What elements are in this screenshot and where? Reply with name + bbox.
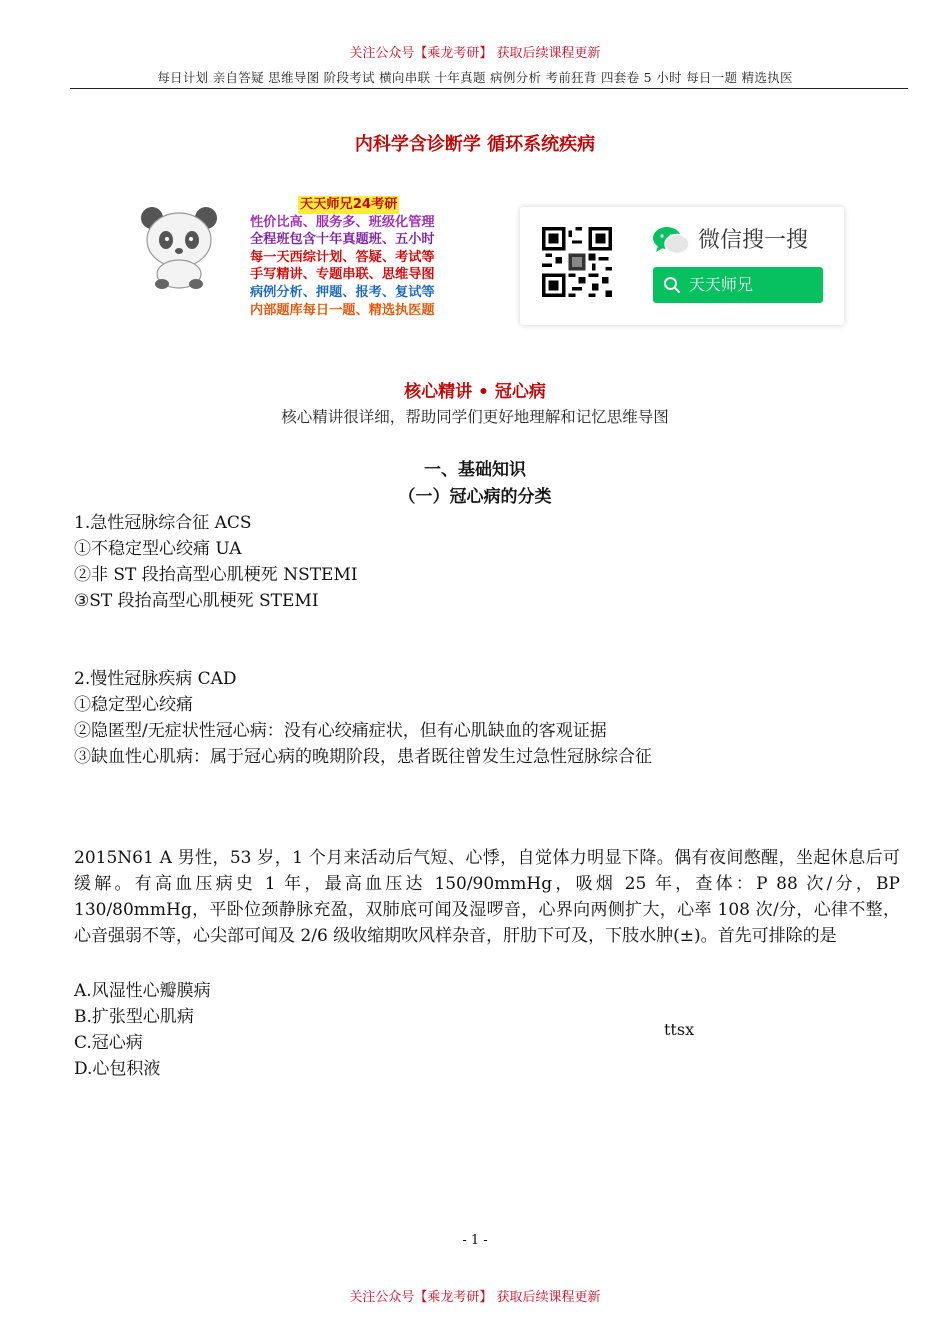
wechat-logo-icon	[652, 225, 690, 257]
wechat-search-title: 微信搜一搜	[698, 228, 809, 253]
question-stem: 2015N61 A 男性，53 岁，1 个月来活动后气短、心悸，自觉体力明显下降。偶有夜间憋醒，坐起休息后可缓解。有高血压病史 1 年，最高血压达 150/90mmHg，吸烟 25 年，查体：P 88 次/分，BP 130/80mmHg，平卧位颈静脉充盈，双肺底可闻及湿啰音，心界向两侧扩大，心率 108 次/分，心律不整，心音强弱不等，心尖部可闻及 2/6 级收缩期吹风样杂音，肝肋下可及，下肢水肿(±)。首先可排除的是	[74, 848, 900, 946]
promo-headline: 天天师兄24考研	[300, 197, 398, 212]
promo-line: 病例分析、押题、报考、复试等	[250, 284, 435, 300]
list-item: ③缺血性心肌病：属于冠心病的晚期阶段，患者既往曾发生过急性冠脉综合征	[74, 747, 652, 767]
list-item: ②隐匿型/无症状性冠心病：没有心绞痛症状，但有心肌缺血的客观证据	[74, 721, 607, 741]
list-title-acs: 1.急性冠脉综合征 ACS	[74, 513, 252, 533]
list-item: ①稳定型心绞痛	[74, 695, 193, 715]
section-subheading: 核心精讲很详细，帮助同学们更好地理解和记忆思维导图	[281, 408, 669, 426]
page-number: - 1 -	[462, 1233, 488, 1248]
page-title: 内科学含诊断学 循环系统疾病	[354, 134, 596, 155]
promo-line: 内部题库每日一题、精选执医题	[250, 302, 435, 318]
search-icon	[663, 276, 681, 294]
header-divider	[70, 88, 908, 89]
wechat-search-button-label: 天天师兄	[689, 275, 754, 294]
list-item: ①不稳定型心绞痛 UA	[74, 539, 242, 559]
qr-code-image	[542, 227, 612, 297]
promo-line: 性价比高、服务多、班级化管理	[250, 214, 435, 230]
section-heading: 核心精讲 • 冠心病	[404, 382, 546, 402]
list-title-cad: 2.慢性冠脉疾病 CAD	[74, 669, 237, 689]
question-option-a: A.风湿性心瓣膜病	[74, 981, 211, 1001]
list-item: ③ST 段抬高型心肌梗死 STEMI	[74, 591, 319, 611]
wechat-search-button[interactable]	[653, 267, 823, 303]
promo-line: 每一天西综计划、答疑、考试等	[250, 249, 435, 265]
question-option-d: D.心包积液	[74, 1059, 161, 1079]
list-item: ②非 ST 段抬高型心肌梗死 NSTEMI	[74, 565, 358, 585]
watermark-text: ttsx	[664, 1020, 695, 1039]
heading-level-1: 一、基础知识	[424, 460, 526, 480]
promo-text-block	[250, 196, 470, 319]
footer-notice: 关注公众号【乘龙考研】 获取后续课程更新	[349, 1290, 601, 1305]
promo-line: 手写精讲、专题串联、思维导图	[250, 267, 435, 283]
promo-line: 全程班包含十年真题班、五小时	[250, 232, 435, 248]
wechat-search-card	[520, 207, 844, 325]
question-option-b: B.扩张型心肌病	[74, 1007, 194, 1027]
question-option-c: C.冠心病	[74, 1033, 143, 1053]
header-feature-strip: 每日计划 亲自答疑 思维导图 阶段考试 横向串联 十年真题 病例分析 考前狂背 四套卷 5 小时 每日一题 精选执医	[157, 70, 793, 85]
heading-level-2: （一）冠心病的分类	[398, 487, 552, 507]
header-notice: 关注公众号【乘龙考研】 获取后续课程更新	[349, 46, 601, 61]
panda-mascot-image	[136, 204, 222, 290]
